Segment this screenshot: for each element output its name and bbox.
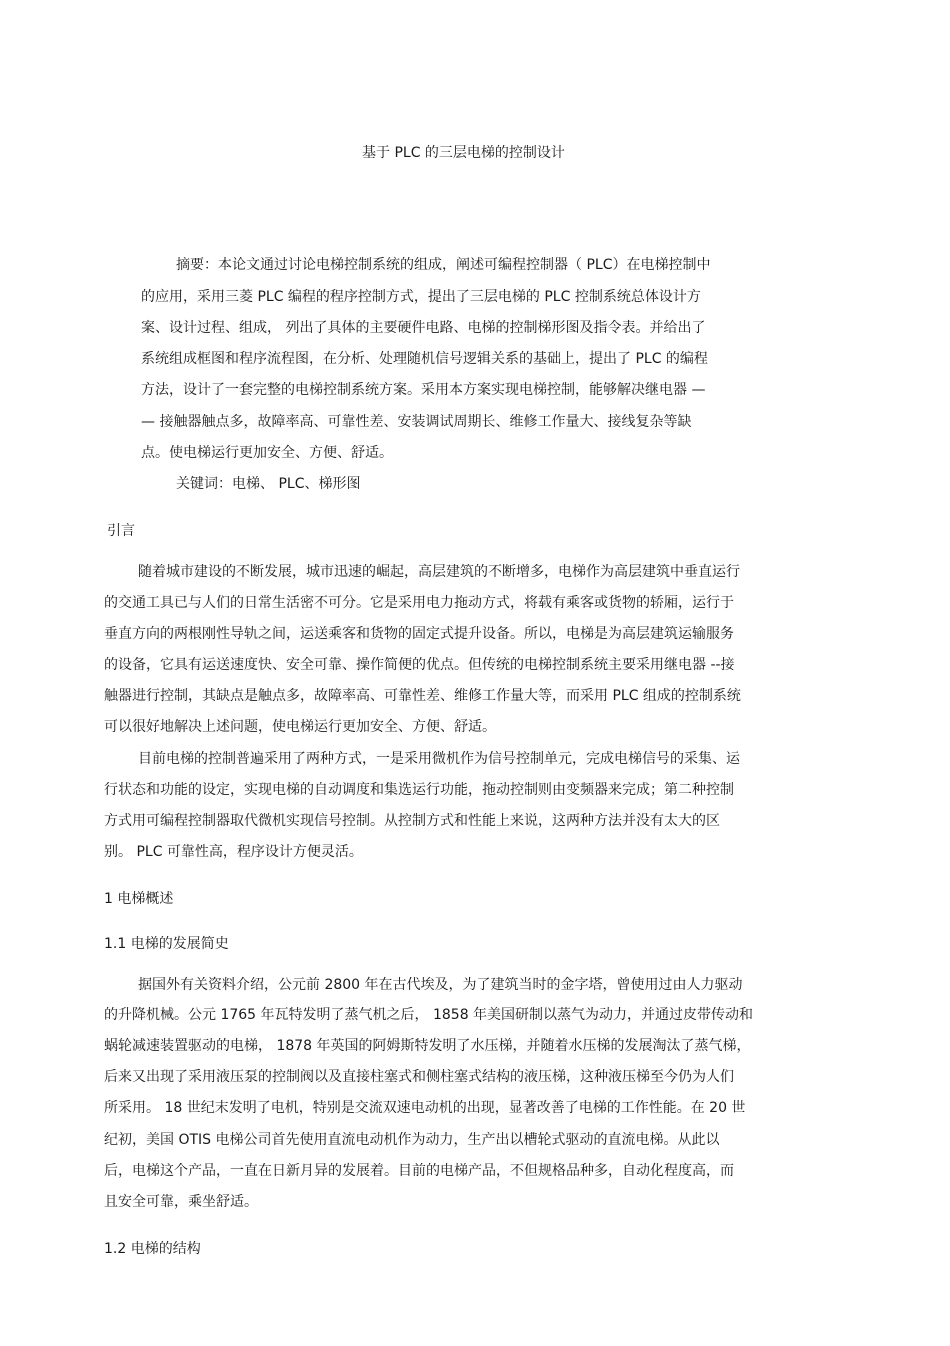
paragraph-line: 的交通工具已与人们的日常生活密不可分。它是采用电力拖动方式，将载有乘客或货物的轿厢，运行于 bbox=[104, 595, 734, 611]
paragraph-line: 纪初，美国 OTIS 电梯公司首先使用直流电动机作为动力，生产出以槽轮式驱动的直流电梯。从此以 bbox=[104, 1132, 720, 1148]
abstract-line: — 接触器触点多，故障率高、可靠性差、安装调试周期长、维修工作量大、接线复杂等缺 bbox=[141, 414, 692, 430]
paragraph-line: 别。 PLC 可靠性高，程序设计方便灵活。 bbox=[104, 844, 363, 860]
section-heading-1: 1 电梯概述 bbox=[104, 891, 174, 907]
abstract-line: 案、设计过程、组成， 列出了具体的主要硬件电路、电梯的控制梯形图及指令表。并给出了 bbox=[141, 320, 706, 336]
section-heading-intro: 引言 bbox=[107, 523, 135, 539]
paragraph-line: 可以很好地解决上述问题，使电梯运行更加安全、方便、舒适。 bbox=[104, 719, 496, 735]
abstract-line: 摘要：本论文通过讨论电梯控制系统的组成，阐述可编程控制器（ PLC）在电梯控制中 bbox=[176, 257, 711, 273]
paragraph-line: 目前电梯的控制普遍采用了两种方式，一是采用微机作为信号控制单元，完成电梯信号的采集、运 bbox=[138, 751, 740, 767]
paragraph-line: 随着城市建设的不断发展，城市迅速的崛起，高层建筑的不断增多，电梯作为高层建筑中垂直运行 bbox=[138, 564, 740, 580]
paragraph-line: 的升降机械。公元 1765 年瓦特发明了蒸气机之后， 1858 年美国研制以蒸气为动力，并通过皮带传动和 bbox=[104, 1007, 754, 1023]
paragraph-line: 且安全可靠，乘坐舒适。 bbox=[104, 1194, 258, 1210]
paragraph-line: 方式用可编程控制器取代微机实现信号控制。从控制方式和性能上来说，这两种方法并没有太大的区 bbox=[104, 813, 720, 829]
abstract-line: 点。使电梯运行更加安全、方便、舒适。 bbox=[141, 445, 393, 461]
paragraph-line: 行状态和功能的设定，实现电梯的自动调度和集选运行功能，拖动控制则由变频器来完成；第二种控制 bbox=[104, 782, 734, 798]
section-heading-1-1: 1.1 电梯的发展简史 bbox=[104, 936, 229, 952]
paragraph-line: 触器进行控制，其缺点是触点多，故障率高、可靠性差、维修工作量大等，而采用 PLC 组成的控制系统 bbox=[104, 688, 741, 704]
section-heading-1-2: 1.2 电梯的结构 bbox=[104, 1241, 201, 1257]
keywords-line: 关键词：电梯、 PLC、梯形图 bbox=[176, 476, 361, 492]
abstract-line: 方法，设计了一套完整的电梯控制系统方案。采用本方案实现电梯控制，能够解决继电器 — bbox=[141, 382, 706, 398]
paragraph-line: 后来又出现了采用液压泵的控制阀以及直接柱塞式和侧柱塞式结构的液压梯，这种液压梯至今仍为人们 bbox=[104, 1069, 734, 1085]
paragraph-line: 的设备，它具有运送速度快、安全可靠、操作简便的优点。但传统的电梯控制系统主要采用继电器 --接 bbox=[104, 657, 735, 673]
paragraph-line: 后，电梯这个产品，一直在日新月异的发展着。目前的电梯产品，不但规格品种多，自动化程度高，而 bbox=[104, 1163, 734, 1179]
abstract-line: 的应用，采用三菱 PLC 编程的程序控制方式，提出了三层电梯的 PLC 控制系统总体设计方 bbox=[141, 289, 701, 305]
paragraph-line: 据国外有关资料介绍，公元前 2800 年在古代埃及，为了建筑当时的金字塔，曾使用过由人力驱动 bbox=[138, 977, 743, 993]
paragraph-line: 所采用。 18 世纪末发明了电机，特别是交流双速电动机的出现，显著改善了电梯的工作性能。在 20 世 bbox=[104, 1100, 746, 1116]
abstract-line: 系统组成框图和程序流程图，在分析、处理随机信号逻辑关系的基础上，提出了 PLC 的编程 bbox=[141, 351, 708, 367]
document-title: 基于 PLC 的三层电梯的控制设计 bbox=[362, 145, 565, 161]
paragraph-line: 垂直方向的两根刚性导轨之间，运送乘客和货物的固定式提升设备。所以，电梯是为高层建筑运输服务 bbox=[104, 626, 734, 642]
paragraph-line: 蜗轮减速装置驱动的电梯， 1878 年英国的阿姆斯特发明了水压梯，并随着水压梯的发展淘汰了蒸气梯， bbox=[104, 1038, 751, 1054]
